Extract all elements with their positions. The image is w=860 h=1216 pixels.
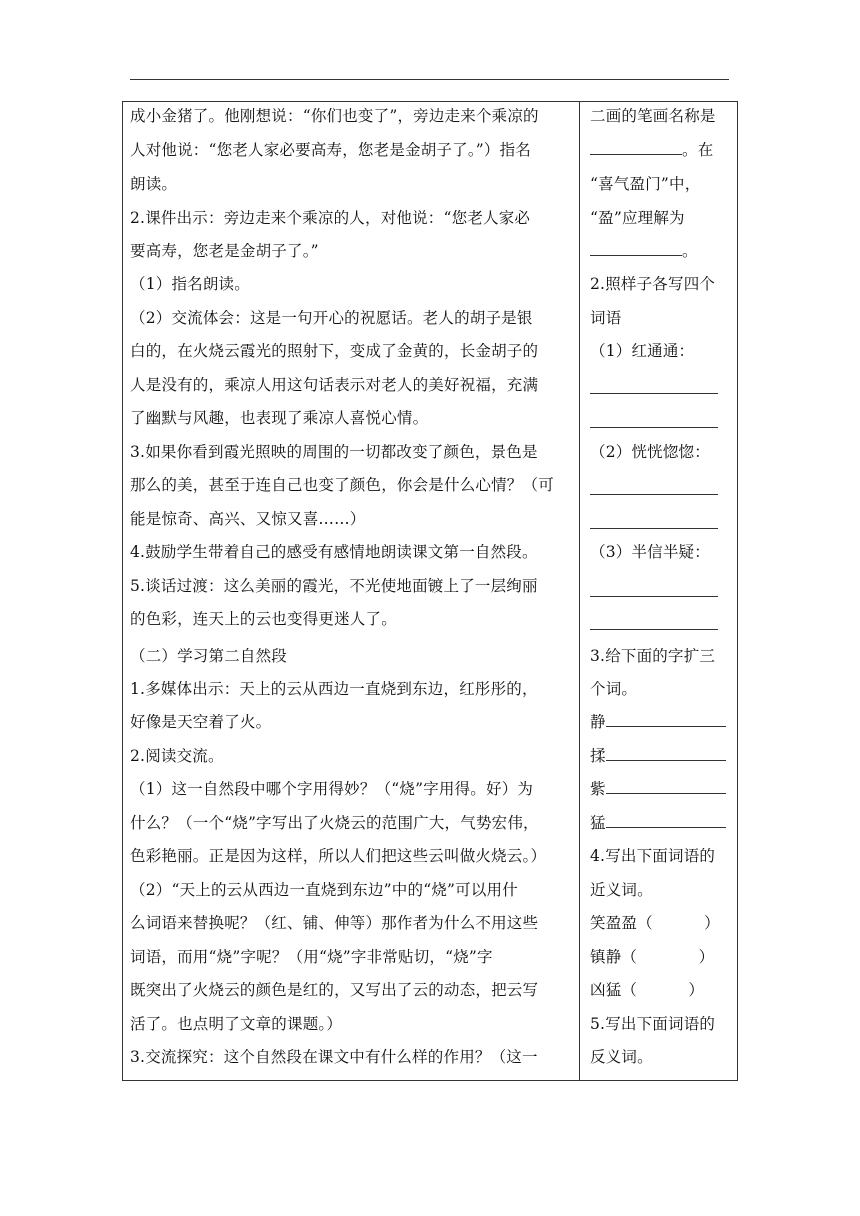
text-line: “喜气盈门”中， [590, 175, 701, 193]
text-line: 4.鼓励学生带着自己的感受有感情地朗读课文第一自然段。 [130, 543, 538, 561]
text-line: 色彩艳丽。正是因为这样，所以人们把这些云叫做火烧云。） [130, 847, 547, 865]
fill-blank-line [590, 140, 713, 160]
question-heading: 词语 [590, 309, 622, 327]
text-line: （2）交流体会：这是一句开心的祝愿话。老人的胡子是银 [130, 309, 533, 327]
question-heading: 反义词。 [590, 1048, 653, 1066]
text-line: 人对他说：“您老人家必要高寿，您老是金胡子了。”）指名 [130, 141, 531, 159]
text-line: 朗读。 [130, 175, 178, 193]
char-item [590, 813, 726, 833]
text-line: 人是没有的，乘凉人用这句话表示对老人的美好祝福，充满 [130, 376, 539, 394]
text-line: 2.阅读交流。 [130, 747, 224, 765]
answer-blank[interactable] [606, 712, 726, 727]
text-fragment: 。在 [682, 141, 714, 159]
answer-blank[interactable] [606, 813, 726, 828]
answer-line[interactable] [590, 596, 718, 597]
text-line: 了幽默与风趣，也表现了乘凉人喜悦心情。 [130, 409, 429, 427]
text-line: 二画的笔画名称是 [590, 107, 716, 125]
text-line: 词语，而用“烧”字呢？（用“烧”字非常贴切，“烧”字 [130, 948, 493, 966]
answer-blank[interactable] [590, 140, 682, 155]
char-label: 揉 [590, 747, 606, 765]
text-line: （1）这一自然段中哪个字用得妙？（“烧”字用得。好）为 [130, 780, 534, 798]
text-line: 5.谈话过渡：这么美丽的霞光，不光使地面镀上了一层绚丽 [130, 577, 538, 595]
question-item: （1）红通通： [590, 342, 695, 360]
text-line: 么词语来替换呢？（红、铺、伸等）那作者为什么不用这些 [130, 914, 539, 932]
word-item: 镇静（ ） [590, 948, 715, 966]
fill-blank-line [590, 241, 698, 261]
text-line: “盈”应理解为 [590, 209, 685, 227]
word-item: 笑盈盈（ ） [590, 914, 720, 932]
text-line: 2.课件出示：旁边走来个乘凉的人，对他说：“您老人家必 [130, 209, 531, 227]
char-label: 紫 [590, 780, 606, 798]
text-line: 3.交流探究：这个自然段在课文中有什么样的作用？（这一 [130, 1048, 538, 1066]
answer-blank[interactable] [590, 241, 682, 256]
text-line: 成小金猪了。他刚想说：“你们也变了”，旁边走来个乘凉的 [130, 107, 539, 125]
question-heading: 近义词。 [590, 881, 653, 899]
text-line: 能是惊奇、高兴、又惊又喜……） [130, 510, 366, 528]
text-line: 活了。也点明了文章的课题。） [130, 1015, 343, 1033]
answer-line[interactable] [590, 528, 718, 529]
header-rule [130, 79, 729, 80]
word-item: 凶猛（ ） [590, 981, 705, 999]
char-item [590, 712, 726, 732]
text-line: 要高寿，您老是金胡子了。” [130, 242, 319, 260]
section-heading: （二）学习第二自然段 [130, 647, 288, 665]
char-label: 猛 [590, 814, 606, 832]
text-line: 的色彩，连天上的云也变得更迷人了。 [130, 610, 397, 628]
text-line: （1）指名朗读。 [130, 275, 250, 293]
question-heading: 5.写出下面词语的 [590, 1015, 716, 1033]
question-item: （3）半信半疑： [590, 543, 710, 561]
answer-blank[interactable] [606, 779, 726, 794]
text-line: 白的，在火烧云霞光的照射下，变成了金黄的，长金胡子的 [130, 342, 539, 360]
text-line: 既突出了火烧云的颜色是红的，又写出了云的动态，把云写 [130, 981, 539, 999]
column-divider [579, 101, 580, 1081]
text-line: 那么的美，甚至于连自己也变了颜色，你会是什么心情？（可 [130, 476, 554, 494]
char-item [590, 746, 726, 766]
text-line: 1.多媒体出示：天上的云从西边一直烧到东边，红彤彤的， [130, 680, 538, 698]
answer-line[interactable] [590, 629, 718, 630]
question-heading: 2.照样子各写四个 [590, 275, 716, 293]
question-heading: 个词。 [590, 680, 638, 698]
answer-line[interactable] [590, 427, 718, 428]
text-line: （2）“天上的云从西边一直烧到东边”中的“烧”可以用什 [130, 881, 518, 899]
answer-line[interactable] [590, 494, 718, 495]
question-heading: 4.写出下面词语的 [590, 847, 716, 865]
question-heading: 3.给下面的字扩三 [590, 647, 716, 665]
text-fragment: 。 [682, 242, 698, 260]
answer-line[interactable] [590, 393, 718, 394]
char-label: 静 [590, 713, 606, 731]
text-line: 好像是天空着了火。 [130, 713, 272, 731]
answer-blank[interactable] [606, 746, 726, 761]
text-line: 什么？（一个“烧”字写出了火烧云的范围广大，气势宏伟， [130, 814, 539, 832]
text-line: 3.如果你看到霞光照映的周围的一切都改变了颜色，景色是 [130, 443, 538, 461]
char-item [590, 779, 726, 799]
question-item: （2）恍恍惚惚： [590, 443, 710, 461]
